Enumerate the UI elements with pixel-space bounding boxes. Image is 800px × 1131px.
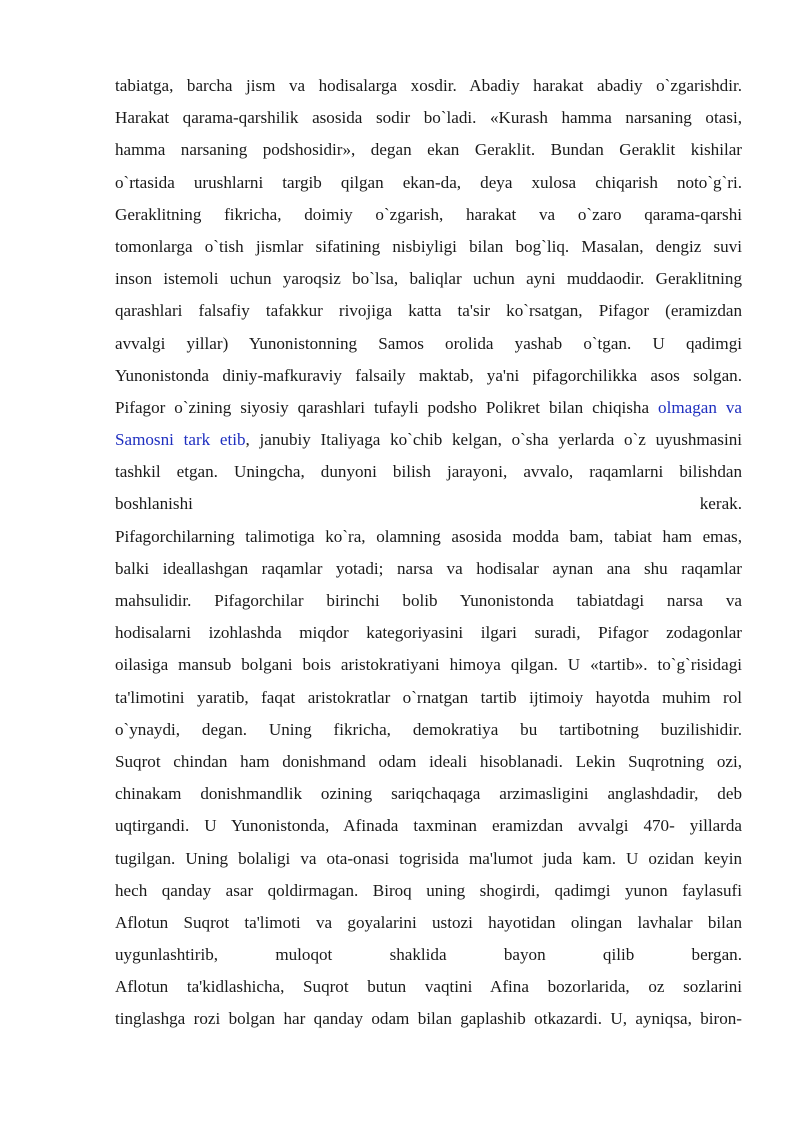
text-line: Harakat qarama-qarshilik asosida sodir bo`ladi. «Kurash hamma narsaning otasi, xyxy=(115,108,742,128)
text-line: tabiatga, barcha jism va hodisalarga xosdir. Abadiy harakat abadiy o`zgarishdir. xyxy=(115,76,742,95)
text-segment: , janubiy Italiyaga ko`chib kelgan, o`sha yerlarda o`z uyushmasini xyxy=(245,430,742,450)
hyperlink-text[interactable]: Samosni tark etib xyxy=(115,430,246,450)
text-line: avvalgi yillar) Yunonistonning Samos orolida yashab o`tgan. U qadimgi xyxy=(115,333,742,353)
text-line: uqtirgandi. U Yunonistonda, Afinada taxminan eramizdan avvalgi 470- yillarda xyxy=(115,816,742,836)
text-line: mahsulidir. Pifagorchilar birinchi bolib Yunonistonda tabiatdagi narsa va xyxy=(115,591,742,610)
text-line xyxy=(115,392,742,424)
text-line: boshlanishi kerak. xyxy=(115,494,742,514)
text-line: Geraklitning fikricha, doimiy o`zgarish, harakat va o`zaro qarama-qarshi xyxy=(115,204,742,224)
text-line: oilasiga mansub bolgani bois aristokratiyani himoya qilgan. U «tartib». to`g`risidagi xyxy=(115,655,742,675)
text-line: qarashlari falsafiy tafakkur rivojiga katta ta'sir ko`rsatgan, Pifagor (eramizdan xyxy=(115,301,742,321)
hyperlink-text[interactable]: olmagan va xyxy=(658,397,742,417)
text-line: inson istemoli uchun yaroqsiz bo`lsa, baliqlar uchun ayni muddaodir. Geraklitning xyxy=(115,269,742,289)
text-line: Aflotun Suqrot ta'limoti va goyalarini ustozi hayotidan olingan lavhalar bilan xyxy=(115,912,742,932)
text-line: balki ideallashgan raqamlar yotadi; narsa va hodisalar aynan ana shu raqamlar xyxy=(115,558,742,578)
text-line: chinakam donishmandlik ozining sariqchaqaga arzimasligini anglashdadir, deb xyxy=(115,784,742,804)
text-line: o`rtasida urushlarni targib qilgan ekan-da, deya xulosa chiqarish noto`g`ri. xyxy=(115,172,742,192)
text-line: hodisalarni izohlashda miqdor kategoriyasini ilgari suradi, Pifagor zodagonlar xyxy=(115,623,742,643)
text-line: hech qanday asar qoldirmagan. Biroq uning shogirdi, qadimgi yunon faylasufi xyxy=(115,880,742,900)
text-line: tomonlarga o`tish jismlar sifatining nisbiyligi bilan bog`liq. Masalan, dengiz suvi xyxy=(115,236,742,256)
text-line: hamma narsaning podshosidir», degan ekan Geraklit. Bundan Geraklit kishilar xyxy=(115,140,742,160)
text-line: Pifagorchilarning talimotiga ko`ra, olamning asosida modda bam, tabiat ham emas, xyxy=(115,526,742,546)
text-line: Suqrot chindan ham donishmand odam ideali hisoblanadi. Lekin Suqrotning ozi, xyxy=(115,751,742,771)
text-line: ta'limotini yaratib, faqat aristokratlar o`rnatgan tartib ijtimoiy hayotda muhim rol xyxy=(115,687,742,707)
text-segment: Pifagor o`zining siyosiy qarashlari tufayli podsho Polikret bilan chiqisha xyxy=(115,397,659,417)
text-line: tinglashga rozi bolgan har qanday odam bilan gaplashib otkazardi. U, ayniqsa, biron- xyxy=(115,1009,742,1029)
text-line: uygunlashtirib, muloqot shaklida bayon qilib bergan. xyxy=(115,945,742,965)
text-line xyxy=(115,424,742,456)
text-line: tashkil etgan. Uningcha, dunyoni bilish jarayoni, avvalo, raqamlarni bilishdan xyxy=(115,462,742,482)
text-line: tugilgan. Uning bolaligi va ota-onasi togrisida ma'lumot juda kam. U ozidan keyin xyxy=(115,848,742,868)
text-line: Yunonistonda diniy-mafkuraviy falsaily maktab, ya'ni pifagorchilikka asos solgan. xyxy=(115,365,742,385)
text-line: o`ynaydi, degan. Uning fikricha, demokratiya bu tartibotning buzilishidir. xyxy=(115,719,742,739)
text-line: Aflotun ta'kidlashicha, Suqrot butun vaqtini Afina bozorlarida, oz sozlarini xyxy=(115,977,742,997)
